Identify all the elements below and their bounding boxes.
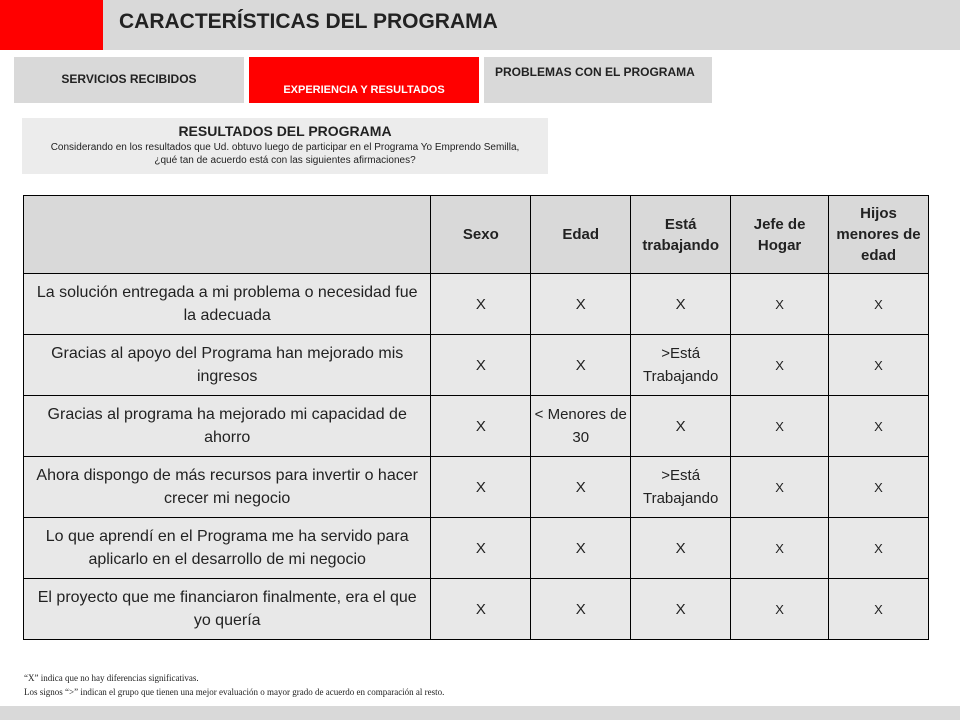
header-empty-cell: [24, 196, 431, 274]
footer-bar: [0, 706, 960, 720]
cell-esta-trabajando: X: [631, 518, 731, 579]
section-title: RESULTADOS DEL PROGRAMA: [178, 123, 392, 139]
cell-sexo: X: [431, 579, 531, 640]
page-title: CARACTERÍSTICAS DEL PROGRAMA: [119, 10, 498, 33]
column-header-esta-trabajando: Está trabajando: [631, 196, 731, 274]
column-header-jefe-de-hogar: Jefe de Hogar: [731, 196, 829, 274]
table-row: [24, 335, 929, 396]
table-row: [24, 274, 929, 335]
column-header-sexo: Sexo: [431, 196, 531, 274]
row-statement: Lo que aprendí en el Programa me ha servido para aplicarlo en el desarrollo de mi negocio: [24, 518, 431, 579]
cell-sexo: X: [431, 335, 531, 396]
cell-hijos-menores: X: [829, 396, 929, 457]
cell-jefe-de-hogar: X: [731, 274, 829, 335]
cell-edad: X: [531, 335, 631, 396]
row-statement: Ahora dispongo de más recursos para invertir o hacer crecer mi negocio: [24, 457, 431, 518]
footnote-symbol-meaning: Los signos “>” indican el grupo que tienen una mejor evaluación o mayor grado de acuerdo en comparación al resto.: [24, 687, 445, 697]
cell-jefe-de-hogar: X: [731, 396, 829, 457]
cell-sexo: X: [431, 457, 531, 518]
row-statement: El proyecto que me financiaron finalmente, era el que yo quería: [24, 579, 431, 640]
cell-esta-trabajando: >Está Trabajando: [631, 335, 731, 396]
cell-jefe-de-hogar: X: [731, 579, 829, 640]
footnote: [24, 671, 444, 699]
cell-edad: X: [531, 457, 631, 518]
column-header-hijos-menores: Hijos menores de edad: [829, 196, 929, 274]
cell-edad: X: [531, 274, 631, 335]
cell-sexo: X: [431, 518, 531, 579]
cell-esta-trabajando: >Está Trabajando: [631, 457, 731, 518]
tab-servicios-recibidos[interactable]: SERVICIOS RECIBIDOS: [14, 57, 244, 103]
brand-accent-block: [0, 0, 103, 50]
row-statement: Gracias al programa ha mejorado mi capacidad de ahorro: [24, 396, 431, 457]
cell-jefe-de-hogar: X: [731, 457, 829, 518]
cell-hijos-menores: X: [829, 457, 929, 518]
cell-sexo: X: [431, 274, 531, 335]
cell-esta-trabajando: X: [631, 274, 731, 335]
results-table: [23, 195, 929, 640]
cell-edad: X: [531, 518, 631, 579]
tab-experiencia-y-resultados[interactable]: EXPERIENCIA Y RESULTADOS: [249, 57, 479, 103]
table-header-row: [24, 196, 929, 274]
table-row: [24, 396, 929, 457]
tab-problemas-con-el-programa[interactable]: PROBLEMAS CON EL PROGRAMA: [484, 57, 712, 103]
section-header: [22, 118, 548, 174]
table-row: [24, 579, 929, 640]
row-statement: Gracias al apoyo del Programa han mejorado mis ingresos: [24, 335, 431, 396]
column-header-edad: Edad: [531, 196, 631, 274]
cell-jefe-de-hogar: X: [731, 518, 829, 579]
table-row: [24, 457, 929, 518]
row-statement: La solución entregada a mi problema o necesidad fue la adecuada: [24, 274, 431, 335]
table-row: [24, 518, 929, 579]
cell-hijos-menores: X: [829, 335, 929, 396]
cell-esta-trabajando: X: [631, 396, 731, 457]
section-description: Considerando en los resultados que Ud. obtuvo luego de participar en el Programa Yo Emprendo Semilla, ¿qué tan de acuerdo está con las siguientes afirmaciones?: [50, 142, 520, 166]
cell-hijos-menores: X: [829, 518, 929, 579]
cell-edad: < Menores de 30: [531, 396, 631, 457]
cell-jefe-de-hogar: X: [731, 335, 829, 396]
cell-hijos-menores: X: [829, 579, 929, 640]
cell-sexo: X: [431, 396, 531, 457]
cell-esta-trabajando: X: [631, 579, 731, 640]
cell-edad: X: [531, 579, 631, 640]
cell-hijos-menores: X: [829, 274, 929, 335]
footnote-x-meaning: “X” indica que no hay diferencias significativas.: [24, 673, 199, 683]
